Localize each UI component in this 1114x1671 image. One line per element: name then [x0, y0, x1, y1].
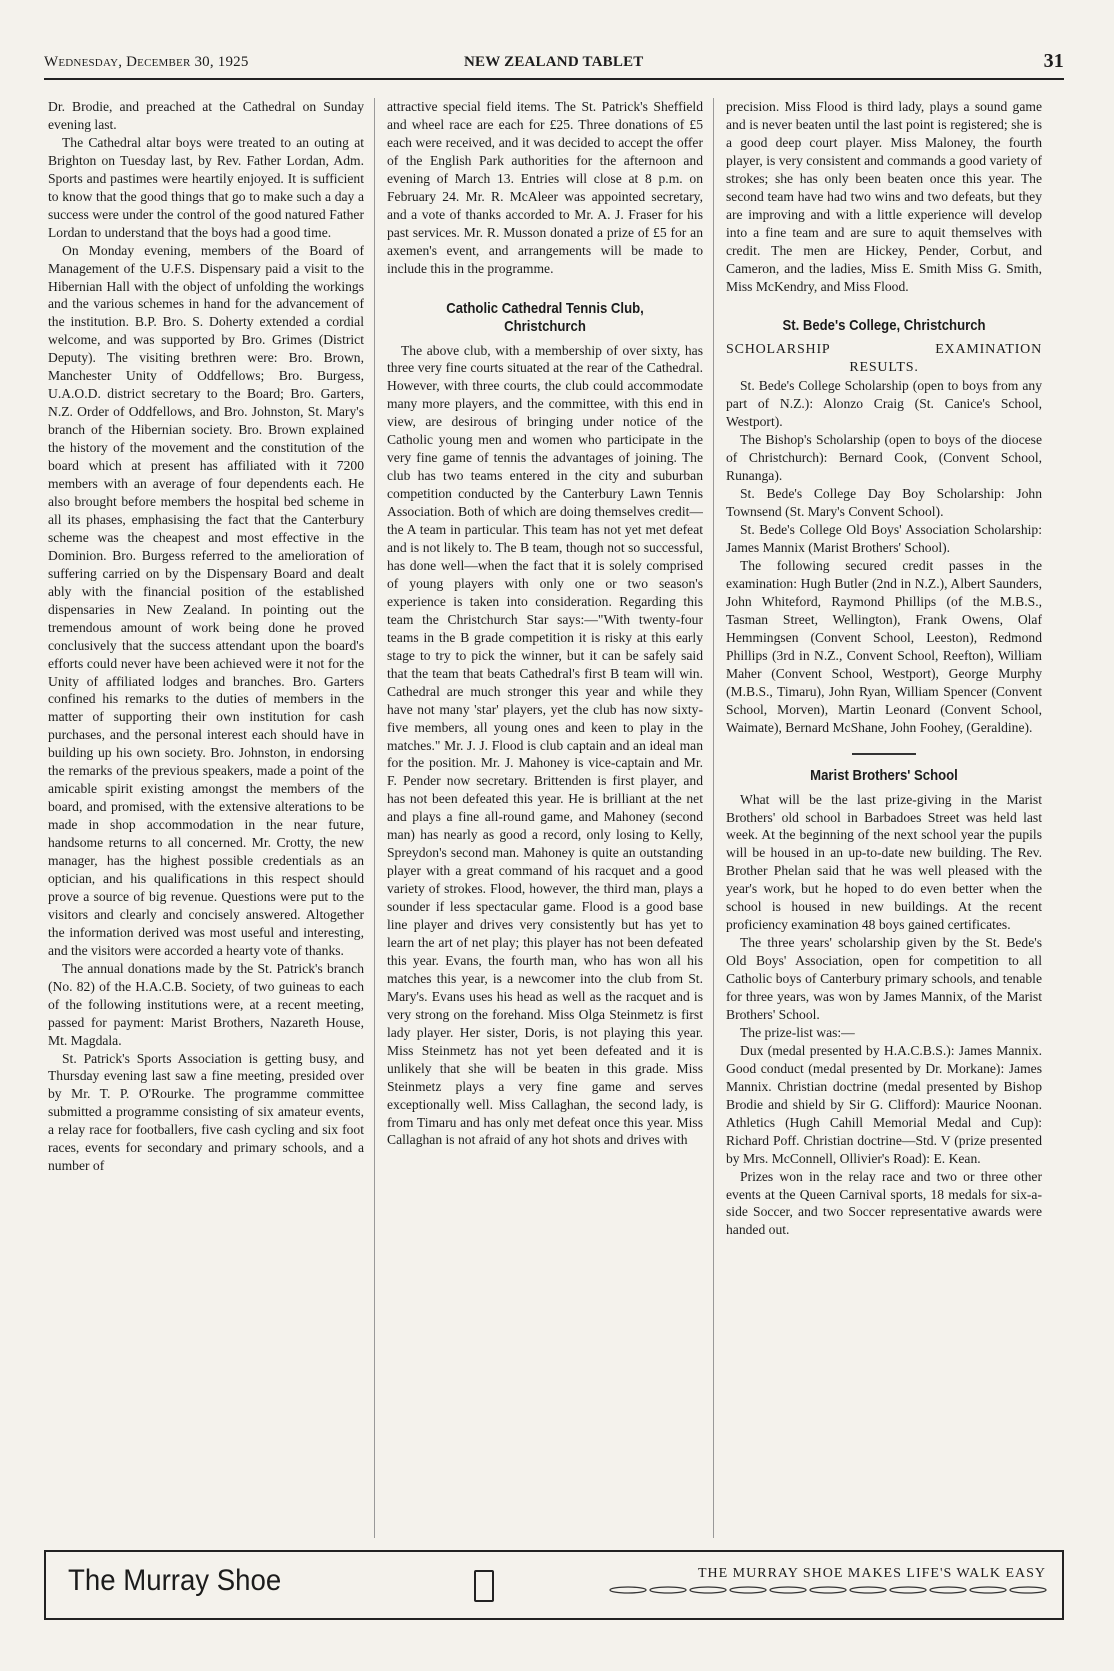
paragraph: attractive special field items. The St. Patrick's Sheffield and wheel race are each for £25. Three donations of £5 each were received, and it was decided to accept the offer of the English Park authorities for the afternoon and evening of March 13. Entries will close at 8 p.m. on February 24. Mr. R. McAleer was appointed secretary, and a vote of thanks accorded to Mr. A. J. Fraser for his past services. Mr. R. Musson donated a prize of £5 for an axemen's event, and arrangements will be made to include this in the programme.: [387, 99, 703, 276]
subheading-line: SCHOLARSHIP EXAMINATION: [726, 342, 1042, 358]
column-1: [48, 98, 364, 1538]
publication-title: NEW ZEALAND TABLET: [464, 54, 644, 70]
page-header: [44, 50, 1064, 74]
column-divider: [374, 98, 375, 1538]
paragraph: St. Bede's College Scholarship (open to boys from any part of N.Z.): Alonzo Craig (St. Canice's School, Westport).: [726, 378, 1042, 430]
paragraph: Dr. Brodie, and preached at the Cathedral on Sunday evening last.: [48, 99, 364, 132]
subheading-line: RESULTS.: [849, 360, 919, 376]
paragraph: Prizes won in the relay race and two or three other events at the Queen Carnival sports, 18 medals for six-a-side Soccer, and two Soccer representative awards were handed out.: [726, 1168, 1042, 1238]
advert-slogan: THE MURRAY SHOE MAKES LIFE'S WALK EASY: [697, 1566, 1046, 1581]
paragraph: On Monday evening, members of the Board of Management of the U.F.S. Dispensary paid a visit to the Hibernian Hall with the object of unfolding the workings and the various schemes in hand for the advancement of the institution. B.P. Bro. S. Doherty extended a cordial welcome, and was supported by Bro. Grimes (District Deputy). The visiting brethren were: Bro. Brown, Manchester Unity of Oddfellows; Bro. Burgess, U.A.O.D. district secretary to the Board; Bro. Garters, N.Z. Order of Oddfellows, and Bro. Johnston, St. Mary's branch of the Hibernian society. Bro. Brown explained the history of the movement and the constitution of the board which at present has affiliated with it 7200 members with an average of four dependents each. He also brought before members the hospital bed scheme in all its phases, emphasising the fact that the Canterbury scheme was the cheapest and most effective in the Dominion. Bro. Burgess referred to the amelioration of suffering carried on by the Dispensary Board and dealt ably with the financial position of the established dispensaries in New Zealand. In pointing out the tremendous amount of work being done he proved conclusively that the success attendant upon the board's efforts could never have been achieved were it not for the Unity of affiliated lodges and branches. Bro. Garters confined his remarks to the duties of members in the matter of supporting their own institution for cash purchases, and the personal interest each should have in building up his own society. Bro. Johnston, in endorsing the remarks of the previous speakers, made a point of the amicable spirit existing amongst the members of the board, and promised, with the extensive alterations to be made in shop accommodation in the near future, handsome returns to all concerned. Mr. Crotty, the new manager, has the highest possible credentials as an optician, and his qualifications in this respect should prove a source of big revenue. Questions were put to the visitors and clearly and concisely answered. Altogether the information derived was most useful and interesting, and the visitors were accorded a hearty vote of thanks.: [48, 242, 364, 958]
paragraph: precision. Miss Flood is third lady, plays a sound game and is never beaten until the last point is registered; she is a good deep court player. Miss Maloney, the fourth player, is very consistent and commands a good variety of strokes; she has only been beaten once this year. The second team have had two wins and two defeats, but they are improving and with a little experience will develop into a fine team and are sure to aquit themselves with credit. The men are Hickey, Pender, Corbut, and Cameron, and the ladies, Miss E. Smith Miss G. Smith, Miss McKendry, and Miss Flood.: [726, 99, 1042, 294]
column-3: [726, 98, 1042, 1538]
issue-date: Wednesday, December 30, 1925: [44, 54, 249, 70]
article-heading-tennis-club: [403, 300, 687, 336]
paragraph: The Bishop's Scholarship (open to boys of the diocese of Christchurch): Bernard Cook, (Convent School, Runanga).: [726, 432, 1042, 484]
article-heading-st-bedes: St. Bede's College, Christchurch: [782, 318, 986, 335]
article-subheading: [726, 341, 1042, 377]
paragraph: The Cathedral altar boys were treated to an outing at Brighton on Tuesday last, by Rev. Father Lordan, Adm. Sports and pastimes were heartily enjoyed. It is sufficient to know that the good things that go to make such a day a success were under the control of the good natured Father Lordan to understand that the boys had a good time.: [48, 134, 364, 240]
murray-shoe-advertisement: [44, 1550, 1064, 1620]
column-2: [387, 98, 703, 1538]
chain-border-icon: [608, 1586, 1048, 1594]
column-divider: [713, 98, 714, 1538]
paragraph: The annual donations made by the St. Patrick's branch (No. 82) of the H.A.C.B. Society, of two guineas to each of the following institutions were, at a recent meeting, passed for payment: Marist Brothers, Nazareth House, Mt. Magdala.: [48, 960, 364, 1048]
shoe-box-icon: [474, 1570, 494, 1602]
heading-line: Catholic Cathedral Tennis Club,: [446, 300, 644, 317]
section-divider: [852, 753, 916, 755]
paragraph: The above club, with a membership of over sixty, has three very fine courts situated at the rear of the Cathedral. However, with three courts, the club could accommodate many more players, and the committee, with this end in view, are desirous of bringing under notice of the Catholic young men and women who participate in the very fine game of tennis the advantages of joining. The club has two teams entered in the city and suburban competition conducted by the Canterbury Lawn Tennis Association. Both of which are doing themselves credit—the A team in particular. This team has not yet met defeat and is not likely to. The B team, though not so successful, has done well—when the fact that it is solely comprised of young players with only one or two season's experience is taken into consideration. Regarding this team the Christchurch Star says:—"With twenty-four teams in the B grade competition it is risky at this early stage to try to pick the winner, but it can be safely said that the team that beats Cathedral's first B team will win. Cathedral are much stronger this year and while they have not many 'star' players, yet the club has now sixty-five members, all young ones and keen to play in the matches." Mr. J. J. Flood is club captain and an ideal man for the position. Mr. J. Mahoney is vice-captain and Mr. F. Pender now secretary. Brittenden is first player, and has not been defeated this year. He is brilliant at the net and plays a fine all-round game, and Mahoney (second man) has nearly as good a record, only losing to Kelly, Spreydon's second man. Mahoney is quite an outstanding player with a great command of his racquet and a good variety of strokes. Flood, however, the third man, plays a sounder if less spectacular game. Flood is a good base line player and drives very consistently but has yet to learn the art of net play; this player has not been defeated this year. Evans, the fourth man, who has won all his matches this year, is a newcomer into the club from St. Mary's. Evans uses his head as well as the racquet and is very strong on the forehand. Miss Olga Steinmetz is first lady player. Her sister, Doris, is not playing this year. Miss Steinmetz has not yet been defeated and it is unlikely that she will be beaten in this grade. Miss Steinmetz plays a very fine game and serves exceptionally well. Miss Callaghan, the second lady, is from Timaru and has only met defeat once this year. Miss Callaghan is not afraid of any hot shots and drives with: [387, 342, 703, 1148]
paragraph: What will be the last prize-giving in the Marist Brothers' old school in Barbadoes Street was held last week. At the beginning of the next school year the pupils will be housed in an up-to-date new building. The Rev. Brother Phelan said that he was well pleased with the year's work, but he hoped to do even better when the school is housed in new buildings. At the recent proficiency examination 48 boys gained certificates.: [726, 791, 1042, 933]
paragraph: The three years' scholarship given by the St. Bede's Old Boys' Association, open for competition to all Catholic boys of Canterbury primary schools, and tenable for three years, was won by James Mannix, of the Marist Brothers' School.: [726, 935, 1042, 1022]
advert-brand: The Murray Shoe: [68, 1564, 282, 1597]
paragraph: St. Bede's College Old Boys' Association Scholarship: James Mannix (Marist Brothers' School).: [726, 522, 1042, 556]
paragraph: The prize-list was:—: [740, 1024, 855, 1040]
paragraph: Dux (medal presented by H.A.C.B.S.): James Mannix. Good conduct (medal presented by Dr. Morkane): James Mannix. Christian doctrine (medal presented by Bishop Brodie and shield by Sir G. Clifford): Maurice Noonan. Athletics (Hugh Cahill Memorial Medal and Cup): Richard Poff. Christian doctrine—Std. V (prize presented by Mrs. McConnell, Ollivier's Road): E. Kean.: [726, 1042, 1042, 1166]
paragraph: The following secured credit passes in the examination: Hugh Butler (2nd in N.Z.), Albert Saunders, John Whiteford, Raymond Phillips (of the M.B.S., Tasman Street, Wellington), Frank Owens, Olaf Hemmingsen (Convent School, Leeston), Redmond Phillips (3rd in N.Z., Convent School, Reefton), William Maher (Convent School, Westport), George Murphy (M.B.S., Timaru), John Ryan, William Spencer (Convent School, Morven), Martin Leonard (Convent School, Waimate), Bernard McShane, John Foohey, (Geraldine).: [726, 558, 1042, 735]
paragraph: St. Bede's College Day Boy Scholarship: John Townsend (St. Mary's Convent School).: [726, 486, 1042, 520]
paragraph: St. Patrick's Sports Association is getting busy, and Thursday evening last saw a fine meeting, presided over by Mr. T. P. O'Rourke. The programme committee submitted a programme consisting of six amateur events, a relay race for footballers, five cash cycling and six foot races, events for secondary and primary schools, and a number of: [48, 1050, 364, 1174]
article-heading-marist: Marist Brothers' School: [810, 767, 958, 784]
page-number: 31: [1043, 50, 1064, 72]
header-rule: [44, 78, 1064, 80]
heading-line: Christchurch: [504, 318, 586, 335]
